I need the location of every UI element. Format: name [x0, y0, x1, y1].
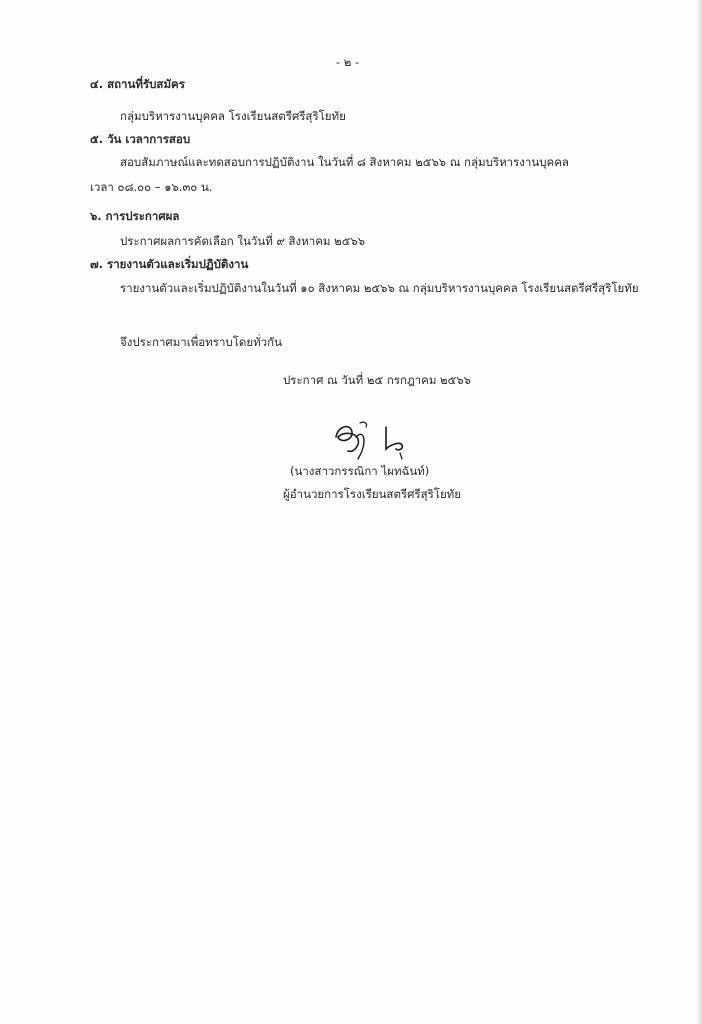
- page-number: - ๒ -: [336, 55, 360, 69]
- announce-date: ประกาศ ณ วันที่ ๒๕ กรกฎาคม ๒๕๖๖: [283, 373, 471, 387]
- section-6-heading: ๖. การประกาศผล: [90, 209, 180, 223]
- closing-statement: จึงประกาศมาเพื่อทราบโดยทั่วกัน: [120, 335, 282, 349]
- page-edge-shadow: [696, 0, 702, 1024]
- signer-name: (นางสาวกรรณิกา ไผทฉันท์): [290, 464, 430, 478]
- handwritten-signature: [330, 415, 430, 465]
- section-7-line-1: รายงานตัวและเริ่มปฏิบัติงานในวันที่ ๑๐ สิงหาคม ๒๕๖๖ ณ กลุ่มบริหารงานบุคคล โรงเรียนสตรีศรีสุริโยทัย: [120, 281, 639, 295]
- section-5-line-1: สอบสัมภาษณ์และทดสอบการปฏิบัติงาน ในวันที่ ๘ สิงหาคม ๒๕๖๖ ณ กลุ่มบริหารงานบุคคล: [120, 155, 569, 169]
- section-7-heading: ๗. รายงานตัวและเริ่มปฏิบัติงาน: [90, 257, 249, 271]
- section-4-heading: ๔. สถานที่รับสมัคร: [90, 77, 185, 91]
- section-6-line-1: ประกาศผลการคัดเลือก ในวันที่ ๙ สิงหาคม ๒๕๖๖: [120, 234, 366, 248]
- signer-position: ผู้อำนวยการโรงเรียนสตรีศรีสุริโยทัย: [283, 487, 462, 501]
- section-5-line-2: เวลา ๐๘.๐๐ – ๑๖.๓๐ น.: [90, 180, 213, 194]
- section-5-heading: ๕. วัน เวลาการสอบ: [90, 132, 191, 146]
- section-4-line-1: กลุ่มบริหารงานบุคคล โรงเรียนสตรีศรีสุริโยทัย: [120, 109, 346, 123]
